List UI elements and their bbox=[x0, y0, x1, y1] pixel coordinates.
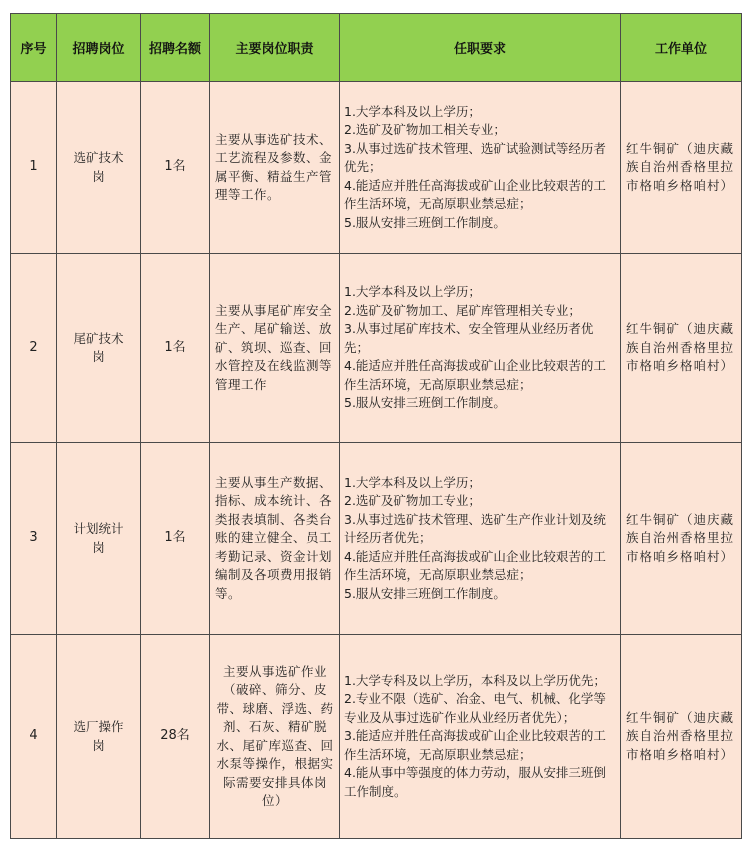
recruitment-table bbox=[10, 13, 742, 839]
row-no: 2 bbox=[11, 254, 57, 443]
row-duties: 主要从事选矿作业（破碎、筛分、皮带、球磨、浮选、药剂、石灰、精矿脱水、尾矿库巡查、回水泵等操作，根据实际需要安排具体岗位） bbox=[210, 635, 340, 839]
row-position: 选矿技术岗 bbox=[57, 82, 141, 254]
row-duties: 主要从事生产数据、指标、成本统计、各类报表填制、各类台账的建立健全、员工考勤记录、资金计划编制及各项费用报销等。 bbox=[210, 443, 340, 635]
requirement-item: 4.能适应并胜任高海拔或矿山企业比较艰苦的工作生活环境，无高原职业禁忌症； bbox=[344, 358, 606, 392]
table-row bbox=[11, 635, 742, 839]
requirement-item: 1.大学本科及以上学历； bbox=[344, 474, 481, 490]
row-unit: 红牛铜矿（迪庆藏族自治州香格里拉市格咱乡格咱村） bbox=[621, 254, 742, 443]
row-quota: 28名 bbox=[141, 635, 210, 839]
requirement-item: 1.大学本科及以上学历； bbox=[344, 103, 481, 119]
header-unit: 工作单位 bbox=[621, 14, 742, 82]
row-no: 1 bbox=[11, 82, 57, 254]
row-no: 4 bbox=[11, 635, 57, 839]
row-unit: 红牛铜矿（迪庆藏族自治州香格里拉市格咱乡格咱村） bbox=[621, 443, 742, 635]
requirement-item: 1.大学本科及以上学历； bbox=[344, 284, 481, 300]
row-position: 尾矿技术岗 bbox=[57, 254, 141, 443]
requirement-item: 3.从事过选矿技术管理、选矿试验测试等经历者优先； bbox=[344, 140, 606, 175]
row-requirements bbox=[340, 254, 621, 443]
requirement-item: 2.专业不限（选矿、冶金、电气、机械、化学等专业及从事过选矿作业从业经历者优先）； bbox=[344, 691, 606, 725]
requirement-item: 3.从事过选矿技术管理、选矿生产作业计划及统计经历者优先； bbox=[344, 511, 606, 546]
requirement-item: 4.能适应并胜任高海拔或矿山企业比较艰苦的工作生活环境，无高原职业禁忌症； bbox=[344, 548, 606, 583]
header-quota: 招聘名额 bbox=[141, 14, 210, 82]
table-row bbox=[11, 82, 742, 254]
requirement-item: 5.服从安排三班倒工作制度。 bbox=[344, 395, 506, 411]
requirement-item: 1.大学专科及以上学历，本科及以上学历优先； bbox=[344, 672, 606, 688]
requirement-item: 5.服从安排三班倒工作制度。 bbox=[344, 585, 506, 601]
table-row bbox=[11, 443, 742, 635]
row-duties: 主要从事尾矿库安全生产、尾矿输送、放矿、筑坝、巡查、回水管控及在线监测等管理工作 bbox=[210, 254, 340, 443]
row-position: 选厂操作岗 bbox=[57, 635, 141, 839]
header-requirements: 任职要求 bbox=[340, 14, 621, 82]
row-duties: 主要从事选矿技术、工艺流程及参数、金属平衡、精益生产管理等工作。 bbox=[210, 82, 340, 254]
requirement-item: 2.选矿及矿物加工相关专业； bbox=[344, 122, 506, 138]
requirement-item: 4.能适应并胜任高海拔或矿山企业比较艰苦的工作生活环境，无高原职业禁忌症； bbox=[344, 177, 606, 212]
requirement-item: 2.选矿及矿物加工、尾矿库管理相关专业； bbox=[344, 302, 581, 318]
row-no: 3 bbox=[11, 443, 57, 635]
header-position: 招聘岗位 bbox=[57, 14, 141, 82]
row-requirements bbox=[340, 635, 621, 839]
header-no: 序号 bbox=[11, 14, 57, 82]
requirement-item: 5.服从安排三班倒工作制度。 bbox=[344, 214, 506, 230]
header-row bbox=[11, 14, 742, 82]
requirement-item: 2.选矿及矿物加工专业； bbox=[344, 493, 481, 509]
header-duties: 主要岗位职责 bbox=[210, 14, 340, 82]
requirement-item: 3.从事过尾矿库技术、安全管理从业经历者优先； bbox=[344, 321, 594, 355]
table-row bbox=[11, 254, 742, 443]
row-requirements bbox=[340, 82, 621, 254]
row-quota: 1名 bbox=[141, 443, 210, 635]
row-requirements bbox=[340, 443, 621, 635]
row-unit: 红牛铜矿（迪庆藏族自治州香格里拉市格咱乡格咱村） bbox=[621, 635, 742, 839]
row-unit: 红牛铜矿（迪庆藏族自治州香格里拉市格咱乡格咱村） bbox=[621, 82, 742, 254]
row-position: 计划统计岗 bbox=[57, 443, 141, 635]
requirement-item: 3.能适应并胜任高海拔或矿山企业比较艰苦的工作生活环境，无高原职业禁忌症； bbox=[344, 728, 606, 762]
row-quota: 1名 bbox=[141, 82, 210, 254]
requirement-item: 4.能从事中等强度的体力劳动，服从安排三班倒工作制度。 bbox=[344, 765, 606, 799]
row-quota: 1名 bbox=[141, 254, 210, 443]
